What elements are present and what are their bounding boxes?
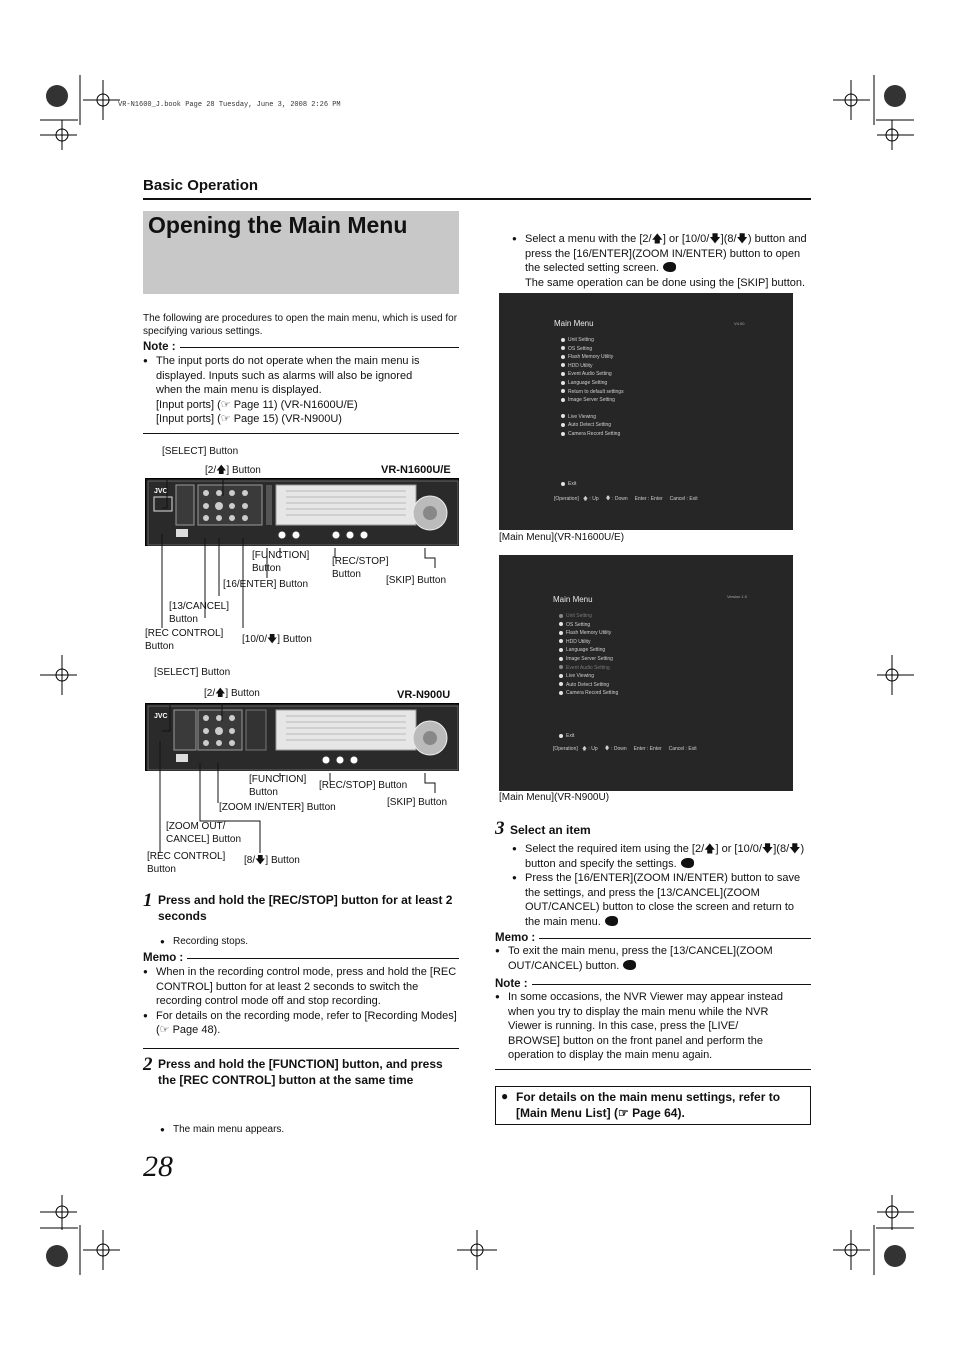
note-1 bbox=[143, 341, 459, 434]
menu-item[interactable]: Camera Record Setting bbox=[561, 430, 624, 439]
menu-item[interactable]: OS Setting bbox=[561, 345, 624, 354]
menu-item[interactable]: Auto Detect Setting bbox=[561, 421, 624, 430]
hand-icon bbox=[605, 916, 618, 926]
label-up-1: [2/🡅] Button bbox=[205, 465, 261, 476]
label-rec-stop-1: [REC/STOP] Button bbox=[332, 556, 389, 580]
step-1 bbox=[143, 892, 459, 924]
note-2 bbox=[495, 978, 811, 1070]
step-3-list bbox=[512, 842, 810, 929]
model-label-1: VR-N1600U/E bbox=[381, 464, 451, 476]
step-1-bullet: ● Recording stops. bbox=[160, 935, 954, 948]
note-2-item: ● In some occasions, the NVR Viewer may appear instead when you try to display the main menu while the NVR Viewer is running. In this case, press the [LIVE/ BROWSE] button on the front panel and perform the operation to display the main menu again. bbox=[495, 990, 793, 1063]
menu-item[interactable]: Live Viewing bbox=[561, 413, 624, 422]
file-info: VR-N1600_J.book Page 28 Tuesday, June 3, 2008 2:26 PM bbox=[118, 101, 341, 109]
note-1-item bbox=[143, 354, 459, 427]
section-heading: Basic Operation bbox=[143, 177, 259, 194]
label-skip-1: [SKIP] Button bbox=[386, 575, 447, 586]
memo-2-heading: Memo : bbox=[495, 932, 536, 944]
note-1-line: [Input ports] (☞ Page 11) (VR-N1600U/E) bbox=[156, 398, 358, 411]
screen-1-menu-list bbox=[561, 336, 624, 439]
step-3-item: ● Press the [16/ENTER](ZOOM IN/ENTER) button to save the settings, and press the [13/CANCEL](ZOOM OUT/CANCEL) button to close the screen and return to the main menu. bbox=[512, 871, 810, 929]
step-1-text: Press and hold the [REC/STOP] button for at least 2 seconds bbox=[158, 893, 453, 923]
note-1-rule bbox=[143, 433, 459, 434]
screen-2-title: Main Menu bbox=[553, 595, 593, 604]
bullet-icon: ● bbox=[501, 1089, 509, 1103]
step-3-item: ● Select the required item using the [2/🡅] or [10/0/🡇](8/🡇) button and specify the settings. bbox=[512, 842, 810, 871]
right-intro-extra: The same operation can be done using the [SKIP] button. bbox=[525, 276, 806, 289]
menu-item[interactable]: Camera Record Setting bbox=[559, 689, 618, 698]
step-3-number: 3 bbox=[495, 818, 505, 839]
label-zoom-in-2: [ZOOM IN/ENTER] Button bbox=[219, 802, 336, 813]
step-2-bullet: ● The main menu appears. bbox=[160, 1123, 954, 1136]
page-title: Opening the Main Menu bbox=[148, 212, 408, 238]
menu-item[interactable]: Unit Setting bbox=[559, 612, 618, 621]
note-1-line: ● The input ports do not operate when the main menu is bbox=[156, 355, 420, 367]
step-3-text: Select an item bbox=[510, 823, 591, 837]
label-function-2: [FUNCTION] Button bbox=[249, 774, 307, 798]
menu-item-disabled: Event Audio Setting bbox=[559, 664, 618, 673]
note-1-heading: Note : bbox=[143, 341, 176, 353]
main-menu-screen-1 bbox=[499, 293, 793, 530]
memo-2 bbox=[495, 932, 811, 973]
brand-logo-1: JVC bbox=[154, 488, 168, 495]
label-rec-control-2: [REC CONTROL] Button bbox=[147, 851, 226, 875]
label-down-1: [10/0/🡇] Button bbox=[242, 634, 312, 645]
menu-item[interactable]: Return to default settings bbox=[561, 388, 624, 397]
step-1-number: 1 bbox=[143, 890, 153, 911]
reference-box bbox=[495, 1086, 811, 1125]
note-1-line: [Input ports] (☞ Page 15) (VR-N900U) bbox=[156, 413, 342, 425]
menu-item[interactable]: Auto Detect Setting bbox=[559, 681, 618, 690]
note-1-line: displayed. Inputs such as alarms will also be ignored bbox=[156, 369, 413, 382]
menu-item[interactable]: Flash Memory Utility bbox=[561, 353, 624, 362]
label-rec-stop-2: [REC/STOP] Button bbox=[319, 780, 408, 791]
menu-item[interactable]: OS Setting bbox=[559, 621, 618, 630]
intro-text: The following are procedures to open the main menu, which is used for specifying various settings. bbox=[143, 313, 458, 337]
menu-item[interactable]: Image Server Setting bbox=[561, 396, 624, 405]
note-1-line: when the main menu is displayed. bbox=[156, 384, 322, 396]
screen-1-exit[interactable]: Exit bbox=[561, 480, 576, 489]
screen-2-exit[interactable]: Exit bbox=[559, 732, 574, 741]
hand-icon bbox=[663, 262, 676, 272]
memo-1-rule bbox=[143, 1048, 459, 1049]
right-intro bbox=[512, 232, 810, 290]
step-2-text: Press and hold the [FUNCTION] button, and press the [REC CONTROL] button at the same time bbox=[158, 1057, 443, 1087]
menu-item[interactable]: Live Viewing bbox=[559, 672, 618, 681]
label-enter-1: [16/ENTER] Button bbox=[223, 579, 309, 590]
right-intro-text: Select a menu with the [2/🡅] or [10/0/🡇](8/🡇) button and press the [16/ENTER](ZOOM IN/ENTER) button to open the selected setting screen. bbox=[525, 233, 807, 274]
label-down-2: [8/🡇] Button bbox=[244, 855, 300, 866]
menu-item[interactable]: Flash Memory Utility bbox=[559, 629, 618, 638]
screen-1-caption: [Main Menu](VR-N1600U/E) bbox=[499, 532, 625, 543]
label-up-2: [2/🡅] Button bbox=[204, 688, 260, 699]
menu-item[interactable]: Language Setting bbox=[559, 646, 618, 655]
label-select-1: [SELECT] Button bbox=[162, 446, 239, 457]
menu-item[interactable]: HDD Utility bbox=[561, 362, 624, 371]
note-2-heading: Note : bbox=[495, 978, 528, 990]
memo-2-item: ● To exit the main menu, press the [13/CANCEL](ZOOM OUT/CANCEL) button. bbox=[495, 944, 811, 973]
label-function-1: [FUNCTION] Button bbox=[252, 550, 310, 574]
menu-item[interactable]: Unit Setting bbox=[561, 336, 624, 345]
screen-2-caption: [Main Menu](VR-N900U) bbox=[499, 792, 610, 803]
note-2-rule bbox=[495, 1069, 811, 1070]
screen-2-operation: [Operation] 🡅 : Up 🡇 : Down Enter : Enter Cancel : Exit bbox=[553, 746, 697, 752]
main-menu-screen-2 bbox=[499, 555, 793, 791]
memo-1-heading: Memo : bbox=[143, 952, 184, 964]
screen-1-version: V4.00 bbox=[734, 321, 745, 326]
label-cancel-1: [13/CANCEL] Button bbox=[169, 601, 230, 625]
memo-1-item: ● For details on the recording mode, refer to [Recording Modes] (☞ Page 48). bbox=[143, 1009, 459, 1038]
section-rule bbox=[143, 198, 811, 200]
label-zoom-out-2: [ZOOM OUT/ CANCEL] Button bbox=[166, 821, 242, 845]
step-2 bbox=[143, 1056, 459, 1088]
title-box bbox=[143, 211, 459, 294]
reference-text: For details on the main menu settings, refer to [Main Menu List] (☞ Page 64). bbox=[516, 1090, 781, 1120]
step-2-number: 2 bbox=[143, 1054, 153, 1075]
menu-item[interactable]: Event Audio Setting bbox=[561, 370, 624, 379]
label-rec-control-1: [REC CONTROL] Button bbox=[145, 628, 224, 652]
step-3 bbox=[495, 818, 591, 840]
screen-2-version: Version 1.0 bbox=[727, 594, 748, 599]
label-skip-2: [SKIP] Button bbox=[387, 797, 448, 808]
page-number: 28 bbox=[143, 1150, 173, 1183]
hand-icon bbox=[623, 960, 636, 970]
memo-1-item: ● When in the recording control mode, press and hold the [REC CONTROL] button for at least 2 seconds to switch the recording control mode off and stop recording. bbox=[143, 965, 459, 1009]
brand-logo-2: JVC bbox=[154, 713, 168, 720]
menu-item[interactable]: Language Setting bbox=[561, 379, 624, 388]
model-label-2: VR-N900U bbox=[397, 689, 451, 701]
menu-item[interactable]: HDD Utility bbox=[559, 638, 618, 647]
menu-item[interactable]: Image Server Setting bbox=[559, 655, 618, 664]
label-select-2: [SELECT] Button bbox=[154, 667, 231, 678]
screen-2-menu-list bbox=[559, 612, 618, 698]
hand-icon bbox=[681, 858, 694, 868]
screen-1-title: Main Menu bbox=[554, 319, 594, 328]
memo-1 bbox=[143, 952, 459, 1049]
screen-1-operation: [Operation] 🡅 : Up 🡇 : Down Enter : Enter Cancel : Exit bbox=[554, 496, 698, 502]
